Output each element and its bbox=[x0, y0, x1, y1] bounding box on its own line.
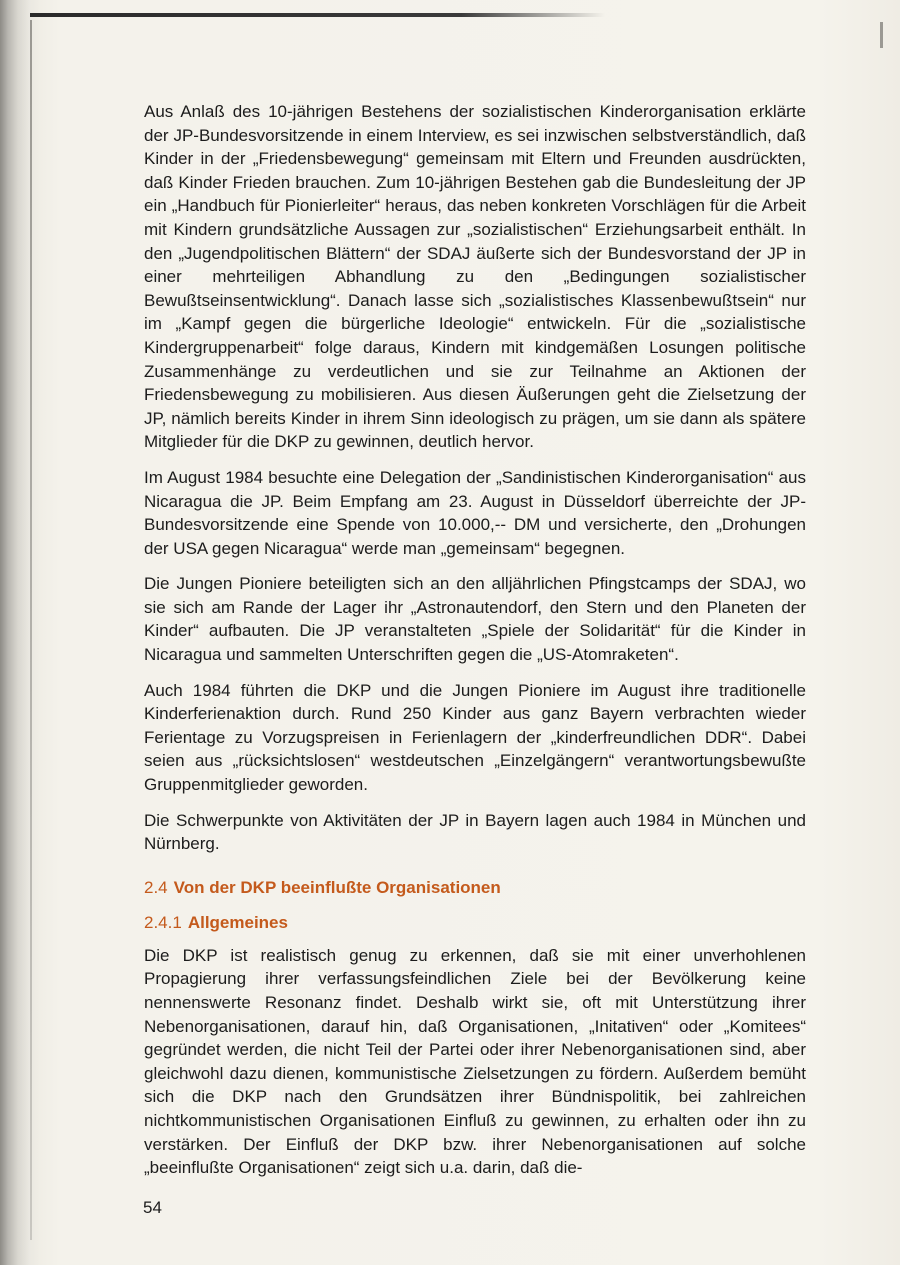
paragraph-bayern-schwerpunkte: Die Schwerpunkte von Aktivitäten der JP in Bayern lagen auch 1984 in München und Nürnberg. bbox=[144, 810, 806, 854]
top-rule bbox=[30, 13, 605, 17]
section-number: 2.4 bbox=[144, 877, 168, 897]
subsection-title: Allgemeines bbox=[187, 912, 288, 932]
section-heading bbox=[144, 876, 806, 899]
corner-mark bbox=[880, 22, 883, 48]
page-content bbox=[144, 100, 806, 1192]
paragraph-jp-anniversary: Aus Anlaß des 10-jährigen Bestehens der sozialistischen Kinderorganisation erklärte der JP-Bundesvorsitzende in einem Interview, es sei inzwischen selbstverständlich, daß Kinder in der „Friedensbewegung“ gemeinsam mit Eltern und Freunden ausdrückten, daß Kinder Frieden brauchen. Zum 10-jährigen Bestehen gab die Bundesleitung der JP ein „Handbuch für Pionierleiter“ heraus, das neben konkreten Vorschlägen für die Arbeit mit Kindern grundsätzliche Aussagen zur „sozialistischen“ Erziehungsarbeit enthält. In den „Jugendpolitischen Blättern“ der SDAJ äußerte sich der Bundesvorstand der JP in einer mehrteiligen Abhandlung zu den „Bedingungen sozialistischer Bewußtseinsentwicklung“. Danach lasse sich „sozialistisches Klassenbewußtsein“ nur im „Kampf gegen die bürgerliche Ideologie“ entwickeln. Für die „sozialistische Kindergruppenarbeit“ folge daraus, Kindern mit kindgemäßen Losungen politische Zusammenhänge zu verdeutlichen und sie zur Teilnahme an Aktionen der Friedensbewegung zu mobilisieren. Aus diesen Äußerungen geht die Zielsetzung der JP, nämlich bereits Kinder in ihrem Sinn ideologisch zu prägen, um sie dann als spätere Mitglieder für die DKP zu gewinnen, deutlich hervor. bbox=[144, 102, 806, 452]
binding-line bbox=[30, 20, 32, 1240]
binding-shadow bbox=[0, 0, 40, 1265]
subsection-heading bbox=[144, 911, 806, 934]
page-number: 54 bbox=[143, 1198, 162, 1217]
paragraph-nicaragua-delegation: Im August 1984 besuchte eine Delegation der „Sandinistischen Kinderorganisation“ aus Nicaragua die JP. Beim Empfang am 23. August in Düsseldorf überreichte der JP-Bundesvorsitzende eine Spende von 10.000,-- DM und versicherte, den „Drohungen der USA gegen Nicaragua“ werde man „gemeinsam“ begegnen. bbox=[144, 467, 806, 558]
section-title: Von der DKP beeinflußte Organisationen bbox=[173, 877, 501, 897]
paragraph-allgemeines: Die DKP ist realistisch genug zu erkennen, daß sie mit einer unverhohlenen Propagierung ihrer verfassungsfeindlichen Ziele bei der Bevölkerung keine nennenswerte Resonanz findet. Deshalb wirkt sie, oft mit Unterstützung ihrer Nebenorganisationen, darauf hin, daß Organisationen, „Initativen“ oder „Komitees“ gegründet werden, die nicht Teil der Partei oder ihrer Nebenorganisationen sind, aber gleichwohl dazu dienen, kommunistische Zielsetzungen zu fördern. Außerdem bemüht sich die DKP nach den Grundsätzen ihrer Bündnispolitik, bei zahlreichen nichtkommunistischen Organisationen Einfluß zu gewinnen, zu erhalten oder ihn zu verstärken. Der Einfluß der DKP bzw. ihrer Nebenorganisationen auf solche „beeinflußte Organisationen“ zeigt sich u.a. darin, daß die- bbox=[144, 945, 806, 1178]
paragraph-ferienaktion: Auch 1984 führten die DKP und die Jungen Pioniere im August ihre traditionelle Kinderferienaktion durch. Rund 250 Kinder aus ganz Bayern verbrachten wieder Ferientage zu Vorzugspreisen in Ferienlagern der „kinderfreundlichen DDR“. Dabei seien aus „rücksichtslosen“ westdeutschen „Einzelgängern“ verantwortungsbewußte Gruppenmitglieder geworden. bbox=[144, 680, 806, 795]
paragraph-pfingstcamps: Die Jungen Pioniere beteiligten sich an den alljährlichen Pfingstcamps der SDAJ, wo sie sich am Rande der Lager ihr „Astronautendorf, den Stern und den Planeten der Kinder“ aufbauten. Die JP veranstalteten „Spiele der Solidarität“ für die Kinder in Nicaragua und sammelten Unterschriften gegen die „US-Atomraketen“. bbox=[144, 574, 806, 665]
subsection-number: 2.4.1 bbox=[144, 912, 182, 932]
